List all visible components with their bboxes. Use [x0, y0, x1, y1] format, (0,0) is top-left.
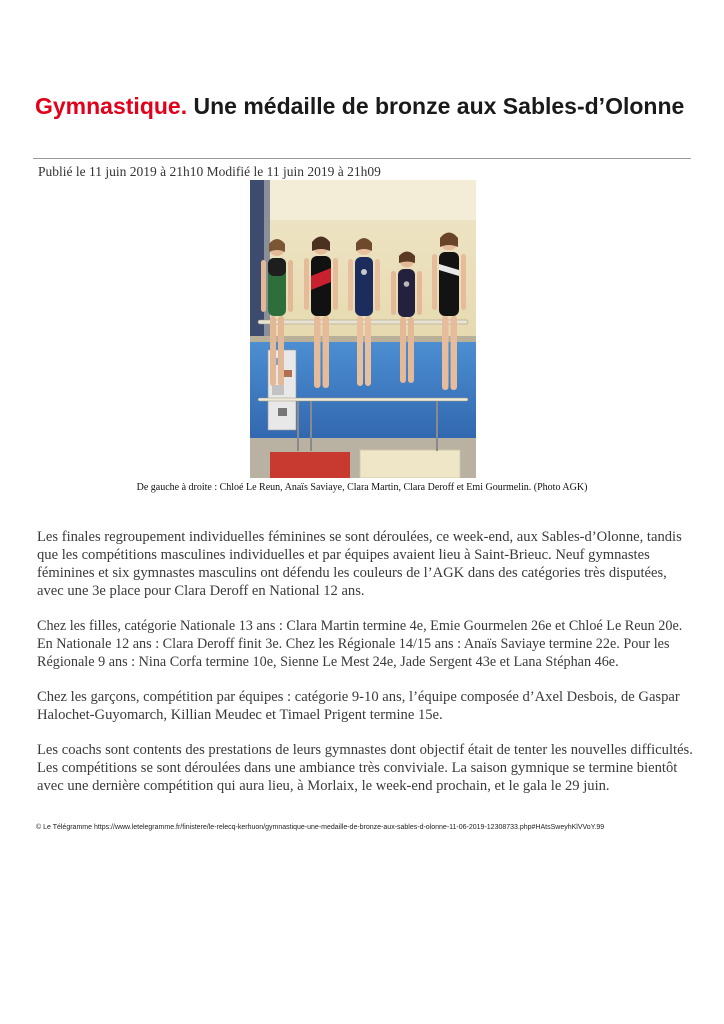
section-label[interactable]: Gymnastique.	[35, 93, 188, 119]
article-paragraph: Chez les garçons, compétition par équipes : catégorie 9-10 ans, l’équipe composée d’Axel Desbois, de Gaspar Halochet-Guyomarch, Killian Meudec et Timael Prigent termine 15e.	[37, 689, 680, 723]
publication-dateline: Publié le 11 juin 2019 à 21h10 Modifié le 11 juin 2019 à 21h09	[38, 164, 381, 179]
team-photo	[250, 180, 476, 478]
article-paragraph: Chez les filles, catégorie Nationale 13 ans : Clara Martin termine 4e, Emie Gourmelen 26e et Chloé Le Reun 20e. En Nationale 12 ans : Clara Deroff finit 3e. Chez les Régionale 14/15 ans : Anaïs Saviaye termine 22e. Pour les Régionale 9 ans : Nina Corfa termine 10e, Sienne Le Mest 24e, Jade Sergent 43e et Lana Stéphan 46e.	[37, 618, 683, 670]
article-paragraph: Les finales regroupement individuelles féminines se sont déroulées, ce week-end, aux Sables-d’Olonne, tandis que les compétitions masculines individuelles et par équipes avaient lieu à Saint-Brieuc. Neuf gymnastes féminines et six gymnastes masculins ont défendu les couleurs de l’AGK dans des catégories très disputées, avec une 3e place pour Clara Deroff en National 12 ans.	[37, 529, 682, 599]
article-title: Une médaille de bronze aux Sables-d’Olonne	[193, 93, 685, 119]
source-url[interactable]: © Le Télégramme https://www.letelegramme.fr/finistere/le-relecq-kerhuon/gymnastique-une-medaille-de-bronze-aux-sables-d-olonne-11-06-2019-12308733.php#HAtsSweyhKlVVoY.99	[36, 824, 605, 831]
article-body	[37, 528, 697, 812]
photo-caption: De gauche à droite : Chloé Le Reun, Anaïs Saviaye, Clara Martin, Clara Deroff et Emi Gourmelin. (Photo AGK)	[136, 482, 588, 493]
headline-divider	[33, 158, 691, 159]
article-headline	[35, 93, 695, 120]
article-paragraph: Les coachs sont contents des prestations de leurs gymnastes dont objectif était de tenter les nouvelles difficultés. Les compétitions se sont déroulées dans une ambiance très conviviale. La saison gymnique se termine bientôt avec une dernière compétition qui aura lieu, à Morlaix, le week-end prochain, et le gala le 29 juin.	[37, 742, 693, 794]
